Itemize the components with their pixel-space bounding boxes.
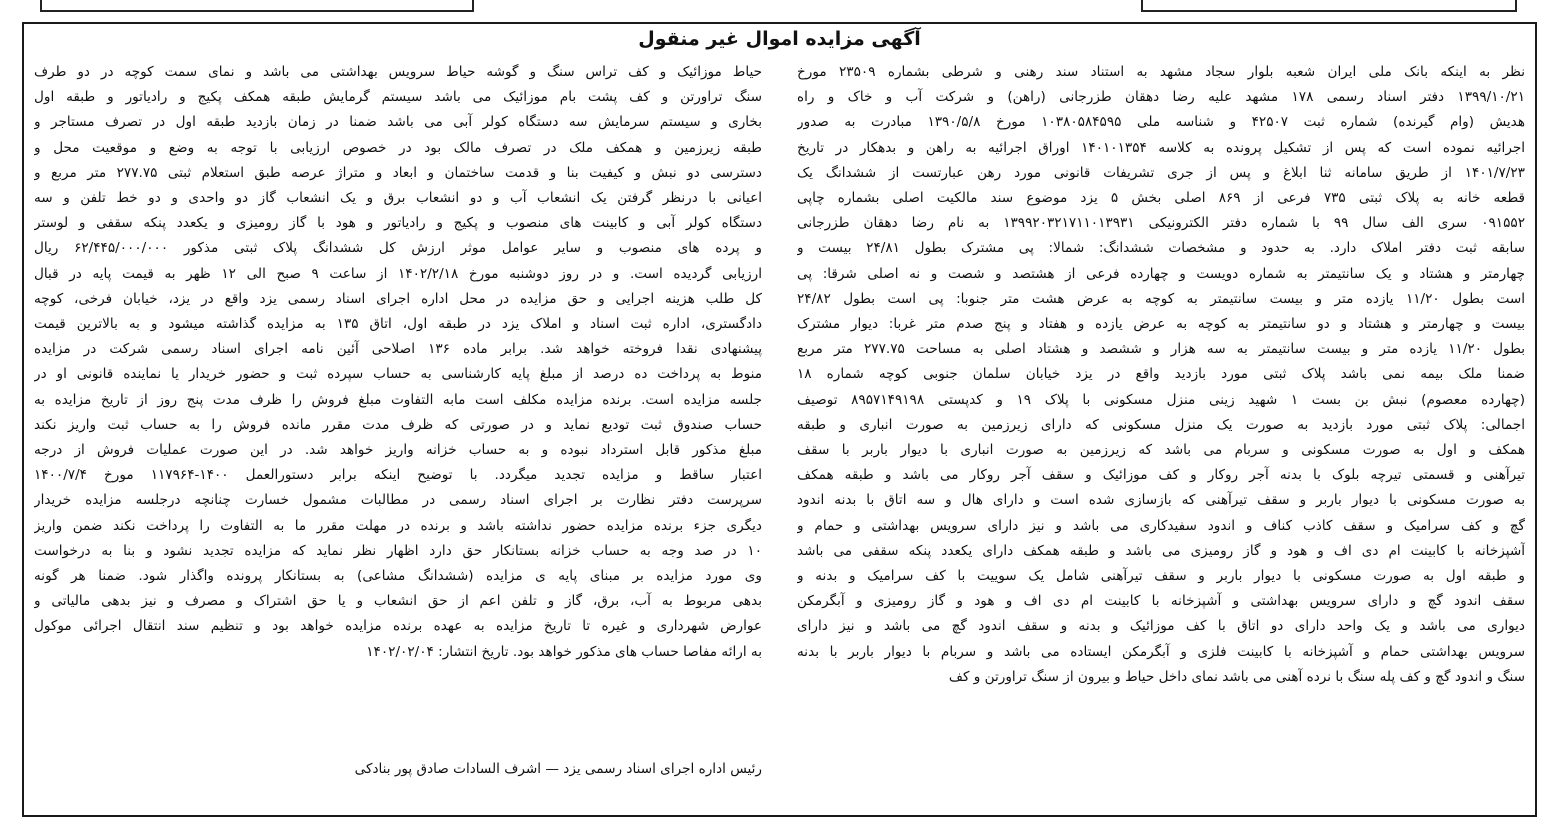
text-line: دادگستری، اداره ثبت اسناد و املاک یزد در طبقه اول، اتاق ۱۳۵ به مزایده گذاشته میشود و به بالاترین قیمت xyxy=(34,316,762,333)
text-line: سرویس بهداشتی حمام و آشپزخانه با کابینت فلزی و آبگرمکن ایستاده می باشد و سربام با دیوار باربر با بدنه xyxy=(797,643,1525,660)
text-line: دیگری جزء برنده مزایده حضور نداشته باشد و برنده در مهلت مقرر ما به التفاوت را پرداخت نکند ضمن واریز xyxy=(34,517,762,534)
text-line: جلسه مزایده است. برنده مزایده مکلف است مابه التفاوت مبلغ فروش را ظرف مدت پنج روز از تاریخ مزایده به xyxy=(34,391,762,408)
text-line: اعتبار ساقط و مزایده تجدید میگردد. با توضیح اینکه برابر دستورالعمل ۱۴۰۰-۱۱۷۹۶۴ مورخ ۱۴۰۰/۷/۴ xyxy=(34,467,762,484)
previous-ad-box-left xyxy=(40,0,474,12)
text-line: حیاط موزائیک و کف تراس سنگ و گوشه حیاط سرویس بهداشتی می باشد و نمای سمت کوچه در دو طرف xyxy=(34,64,762,80)
text-line: به ارائه مفاصا حساب های مذکور خواهد بود. تاریخ انتشار: ۱۴۰۲/۰۲/۰۴ xyxy=(366,643,762,660)
text-line: دسترسی دو نبش و کیفیت بنا و قدمت ساختمان و ابعاد و متراژ عرصه طبق استعلام ثبتی ۲۷۷.۷۵ متر مربع و xyxy=(34,164,762,181)
text-line: سنگ و اندود گچ و کف پله سنگ با نرده آهنی می باشد نمای داخل حیاط و بیرون از سنگ تراورتن و کف xyxy=(948,668,1525,685)
text-line: اجمالی: پلاک ثبتی مورد بازدید به صورت یک منزل مسکونی که دارای زیرزمین به صورت انباری و طبقه xyxy=(797,416,1525,433)
text-line: منوط به پرداخت ده درصد از مبلغ پایه کارشناسی به حساب سپرده ثبت و حضور خریدار یا نماینده قانونی او در xyxy=(34,366,762,383)
text-line: بیست و چهارمتر و هشتاد و دو سانتیمتر به کوچه به عرض یازده و هفتاد و پنج صدم متر غربا: دیوار مشترک xyxy=(797,316,1525,333)
text-line: وی مورد مزایده بر مبنای پایه ی مزایده (ششدانگ مشاعی) به بستانکار پرونده واگذار شود. ضمنا هر گونه xyxy=(34,568,762,585)
text-line: ارزیابی گردیده است. و در روز دوشنبه مورخ ۱۴۰۲/۲/۱۸ از ساعت ۹ صبح الی ۱۲ ظهر به قیمت پایه در قبال xyxy=(34,265,762,282)
text-line: به صورت مسکونی با دیوار باربر و سقف تیرآهنی که بازسازی شده است و دارای هال و سه اتاق با بدنه اندود xyxy=(797,492,1525,509)
right-text-column xyxy=(797,60,1525,690)
auction-ad-frame xyxy=(22,22,1537,817)
ad-title: آگهی مزایده اموال غیر منقول xyxy=(638,28,921,50)
previous-ad-box-right xyxy=(1141,0,1517,12)
text-line: تیرآهنی و قسمتی تیرچه بلوک با بدنه آجر روکار و کف موزائیک و سقف آجر روکار می باشد و طبقه همکف xyxy=(797,467,1525,484)
text-line: نظر به اینکه بانک ملی ایران شعبه بلوار سجاد مشهد به استناد سند رهنی و شرطی بشماره ۲۳۵۰۹ مورخ xyxy=(797,64,1525,80)
text-line: است بطول ۱۱/۲۰ یازده متر و بیست سانتیمتر به کوچه به عرض هشت متر جنوبا: پی است بطول ۲۴/۸۲ xyxy=(797,290,1525,307)
text-line: ۱۴۰۱/۷/۲۳ از طریق سامانه ثنا ابلاغ و پس از جری تشریفات قانونی مورد رهن عبارتست از ششدانگ یک xyxy=(797,164,1525,181)
text-line: ۰۹۱۵۵۲ سری الف سال ۹۹ با شماره دفتر الکترونیکی ۱۳۹۹۲۰۳۲۱۷۱۱۰۱۳۹۳۱ به نام رضا دهقان طزرجانی xyxy=(797,215,1525,232)
text-line: بدهی مربوط به آب، برق، گاز و تلفن اعم از حق انشعاب و یا حق اشتراک و مصرف و نیز بدهی مالیاتی و xyxy=(34,593,762,610)
text-line: حساب صندوق ثبت تودیع نماید و در صورتی که ظرف مدت مقرر مانده فروش را به حساب ثبت واریز نکند xyxy=(34,416,762,433)
text-line: قطعه خانه به پلاک ثبتی ۷۳۵ فرعی از ۸۶۹ اصلی بخش ۵ یزد موضوع سند مالکیت اصلی بشماره چاپی xyxy=(797,190,1525,207)
text-line: آشپزخانه با کابینت ام دی اف و هود و گاز رومیزی می باشد و طبقه همکف دارای یکعدد پنکه سقفی می باشد xyxy=(797,542,1525,559)
text-line: سنگ تراورتن و کف پشت بام موزائیک می باشد سیستم گرمایش طبقه همکف پکیج و رادیاتور و طبقه اول xyxy=(34,89,762,106)
cropped-previous-ad-strip xyxy=(0,0,1561,14)
text-line: دیواری می باشد و یک واحد دارای دو اتاق با کف موزائیک و بدنه و سقف اندود گچ می باشد و نیز دارای xyxy=(797,618,1525,635)
text-line: کل طلب هزینه اجرایی و حق مزایده در محل اداره اجرای اسناد رسمی یزد واقع در یزد، خیابان فرخی، کوچه xyxy=(34,290,762,307)
text-line: بخاری و سیستم سرمایش سه دستگاه کولر آبی می باشد ضمنا در زمان بازدید طبقه اول در تصرف مستاجر و xyxy=(34,114,762,131)
text-line: چهارمتر و هشتاد و یک سانتیمتر به شماره دویست و چهارده فرعی از هشتصد و شصت و نه اصلی شرقا: پی xyxy=(797,265,1525,282)
text-line: اعیانی با درنظر گرفتن یک انشعاب آب و دو انشعاب برق و یک انشعاب گاز دو واحدی و دو خط تلفن و سه xyxy=(34,190,762,207)
text-line: همکف و اول به صورت مسکونی و سربام می باشد که زیرزمین به صورت انباری با دیوار باربر با سقف xyxy=(797,442,1525,459)
text-line: طبقه زیرزمین و همکف ملک در تصرف مالک بود در خصوص ارزیابی با توجه به وضع و موقعیت محل و xyxy=(34,139,762,156)
text-line: مبلغ مذکور قابل استرداد نبوده و به حساب خزانه واریز خواهد شد. در این صورت عملیات فروش از درجه xyxy=(34,442,762,459)
signature-line: رئیس اداره اجرای اسناد رسمی یزد — اشرف السادات صادق پور بنادکی xyxy=(354,761,762,777)
text-line: عوارض شهرداری و غیره تا تاریخ مزایده به عهده برنده مزایده خواهد بود و تنظیم سند انتقال اجرائی موکول xyxy=(34,618,762,635)
text-line: دستگاه کولر آبی و کابینت های منصوب و پکیج و رادیاتور و هود با گاز رومیزی و یکعدد پنکه سقفی و لوستر xyxy=(34,215,762,232)
text-line: و پرده های منصوب و سایر عوامل موثر ارزش کل ششدانگ پلاک ثبتی مذکور ۶۲/۴۴۵/۰۰۰/۰۰۰ ریال xyxy=(34,240,762,257)
text-line: سرپرست دفتر نظارت بر اجرای اسناد رسمی در مطالبات مشمول خسارت چنانچه درجلسه مزایده خریدار xyxy=(34,492,762,509)
text-line: سقف اندود گچ و دارای سرویس بهداشتی و آشپزخانه با کابینت ام دی اف و هود و گاز رومیزی و آبگرمکن xyxy=(797,593,1525,610)
text-line: پیشنهادی نقدا فروخته خواهد شد. برابر ماده ۱۳۶ اصلاحی آئین نامه اجرای اسناد رسمی شرکت در مزایده xyxy=(34,341,762,358)
text-line: سابقه ثبت دفتر املاک دارد. به حدود و مشخصات ششدانگ: شمالا: پی مشترک بطول ۲۴/۸۱ بیست و xyxy=(797,240,1525,257)
text-line: هدیش (وام گیرنده) شماره ثبت ۴۲۵۰۷ و شناسه ملی ۱۰۳۸۰۵۸۴۵۹۵ مورخ ۱۳۹۰/۵/۸ مبادرت به صدور xyxy=(797,114,1525,131)
text-line: و طبقه اول به صورت مسکونی با دیوار باربر و سقف تیرآهنی شامل یک سوییت با کف سرامیک و بدنه و xyxy=(797,568,1525,585)
text-line: ۱۳۹۹/۱۰/۲۱ دفتر اسناد رسمی ۱۷۸ مشهد علیه رضا دهقان طزرجانی (راهن) و شرکت آب و خاک و راه xyxy=(797,89,1525,106)
text-line: بطول ۱۱/۲۰ یازده متر و بیست سانتیمتر به سه هزار و ششصد و هشتاد اصلی به مساحت ۲۷۷.۷۵ متر مربع xyxy=(797,341,1525,358)
text-line: اجرائیه نموده است که پس از تشکیل پرونده به کلاسه ۱۴۰۱۰۱۳۵۴ اوراق اجرائیه به راهن و بدهکار در تاریخ xyxy=(797,139,1525,156)
text-line: ضمنا ملک بیمه نمی باشد پلاک ثبتی مورد بازدید واقع در یزد خیابان سلمان جنوبی کوچه شماره ۱۸ xyxy=(797,366,1525,383)
text-line: گچ و کف سرامیک و سقف کاذب کناف و اندود سفیدکاری می باشد و نیز دارای سرویس بهداشتی و حمام و xyxy=(797,517,1525,534)
text-line: ۱۰ در صد وجه به حساب خزانه بستانکار حق دارد اظهار نظر نماید که مزایده تجدید نشود و بنا به درخواست xyxy=(34,542,762,559)
left-text-column xyxy=(34,60,762,665)
text-line: (چهارده معصوم) نبش بن بست ۱ شهید زینی منزل مسکونی با پلاک ۱۹ و کدپستی ۸۹۵۷۱۴۹۱۹۸ توصیف xyxy=(797,391,1525,408)
